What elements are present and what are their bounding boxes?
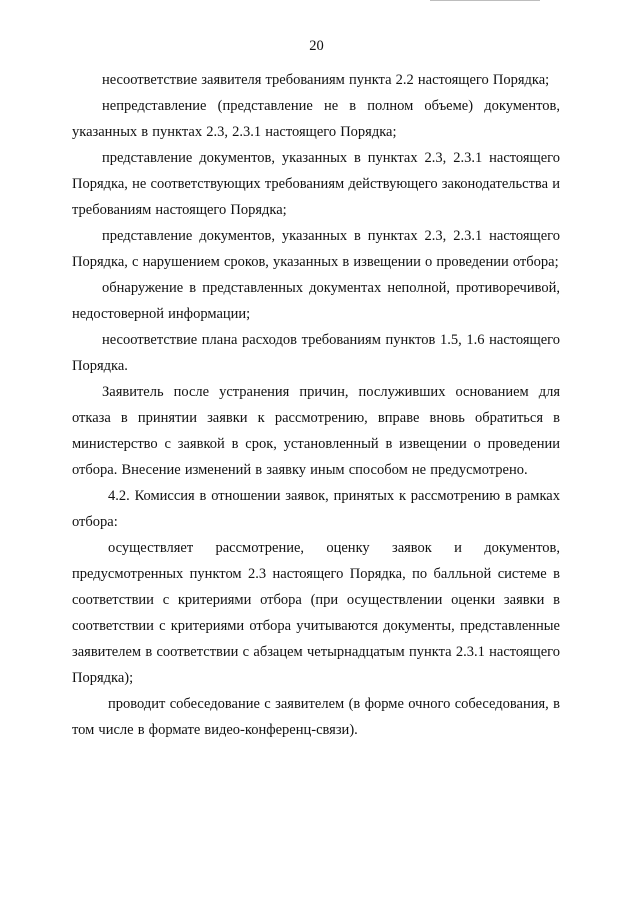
paragraph-commission-review: осуществляет рассмотрение, оценку заявок и документов, предусмотренных пунктом 2.3 настоящего Порядка, по балльной системе в соответствии с критериями отбора (при осуществлении оценки заявки в соответствии с критериями отбора учитываются документы, представленные заявителем в соответствии с абзацем четырнадцатым пункта 2.3.1 настоящего Порядка);	[72, 540, 560, 686]
paragraph-reapplication: Заявитель после устранения причин, послуживших основанием для отказа в принятии заявки к рассмотрению, вправе вновь обратиться в министерство с заявкой в срок, установленный в извещении о проведении отбора. Внесение изменений в заявку иным способом не предусмотрено.	[72, 384, 560, 478]
paragraph-applicant-mismatch: несоответствие заявителя требованиям пункта 2.2 настоящего Порядка;	[102, 72, 550, 88]
paragraph-commission-heading: 4.2. Комиссия в отношении заявок, принятых к рассмотрению в рамках отбора:	[72, 488, 560, 530]
scan-edge-mark	[430, 0, 540, 1]
paragraph-documents-noncompliant: представление документов, указанных в пунктах 2.3, 2.3.1 настоящего Порядка, не соответствующих требованиям действующего законодательства и требованиям настоящего Порядка;	[72, 150, 560, 218]
page-number: 20	[309, 38, 324, 54]
paragraph-incomplete-info: обнаружение в представленных документах неполной, противоречивой, недостоверной информации;	[72, 280, 560, 322]
paragraph-commission-interview: проводит собеседование с заявителем (в форме очного собеседования, в том числе в формате видео-конференц-связи).	[72, 696, 560, 738]
paragraph-documents-missing: непредставление (представление не в полном объеме) документов, указанных в пунктах 2.3, 2.3.1 настоящего Порядка;	[72, 98, 560, 140]
paragraph-expense-plan-mismatch: несоответствие плана расходов требованиям пунктов 1.5, 1.6 настоящего Порядка.	[72, 332, 560, 374]
paragraph-documents-late: представление документов, указанных в пунктах 2.3, 2.3.1 настоящего Порядка, с нарушением сроков, указанных в извещении о проведении отбора;	[72, 228, 560, 270]
document-body	[72, 67, 560, 743]
